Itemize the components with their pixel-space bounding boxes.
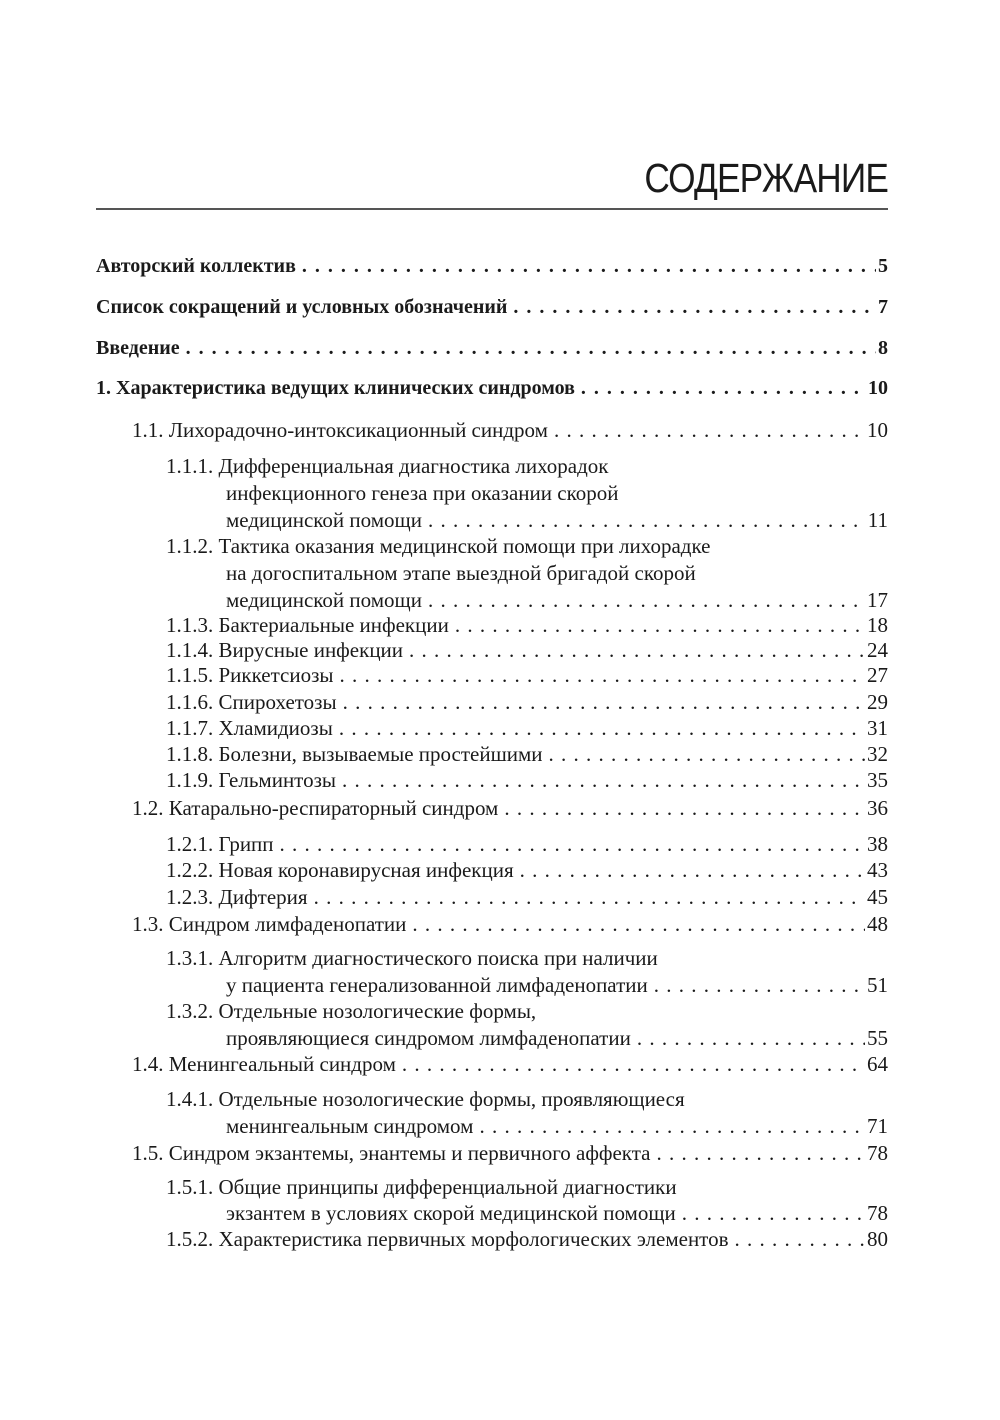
toc-entry-1-1-2-line-2[interactable]: на догоспитальном этапе выездной бригадой скорой [226, 561, 696, 585]
toc-page-number: 10 [868, 377, 888, 399]
toc-entry-1-1-7[interactable] [166, 714, 888, 742]
dot-leader [520, 856, 865, 884]
dot-leader [302, 252, 876, 280]
dot-leader [735, 1225, 866, 1253]
toc-entry-1-1-3[interactable] [166, 611, 888, 639]
toc-page-number: 17 [867, 588, 888, 612]
toc-entry-1-4-1-line-1[interactable]: 1.4.1. Отдельные нозологические формы, проявляющиеся [166, 1087, 685, 1111]
dot-leader [402, 1050, 865, 1078]
toc-entry-label: 1.2. Катарально-респираторный синдром [132, 796, 499, 820]
toc-entry-1-3-2[interactable] [226, 1024, 888, 1052]
toc-page-number: 51 [867, 973, 888, 997]
toc-entry-1-3-1[interactable] [226, 971, 888, 999]
dot-leader [340, 661, 865, 689]
dot-leader [479, 1112, 865, 1140]
toc-entry-1-1-5[interactable] [166, 661, 888, 689]
toc-entry-label: 1.1.9. Гельминтозы [166, 768, 336, 792]
toc-page-number: 43 [867, 858, 888, 882]
toc-entry-1-1-1-line-1[interactable]: 1.1.1. Дифференциальная диагностика лихорадок [166, 454, 609, 478]
page-title: СОДЕРЖАНИЕ [644, 155, 888, 201]
toc-entry-1-2[interactable] [132, 794, 888, 822]
toc-entry-1-2-3[interactable] [166, 883, 888, 911]
toc-entry-label: медицинской помощи [226, 588, 422, 612]
dot-leader [637, 1024, 865, 1052]
toc-page-number: 48 [867, 912, 888, 936]
toc-page-number: 11 [867, 508, 888, 532]
dot-leader [428, 506, 866, 534]
dot-leader [409, 636, 865, 664]
toc-page-number: 29 [867, 690, 888, 714]
toc-entry-label: 1.1.3. Бактериальные инфекции [166, 613, 449, 637]
toc-entry-1-2-1[interactable] [166, 830, 888, 858]
toc-page-number: 38 [867, 832, 888, 856]
dot-leader [342, 766, 865, 794]
dot-leader [682, 1199, 865, 1227]
toc-entry-1-1-6[interactable] [166, 688, 888, 716]
toc-entry-label: 1.2.2. Новая коронавирусная инфекция [166, 858, 514, 882]
toc-entry-1-1-8[interactable] [166, 740, 888, 768]
toc-entry-label: Список сокращений и условных обозначений [96, 296, 508, 318]
toc-entry-1-3-2-line-1[interactable]: 1.3.2. Отдельные нозологические формы, [166, 999, 537, 1023]
dot-leader [554, 416, 865, 444]
toc-entry-1-1-1[interactable] [226, 506, 888, 534]
dot-leader [186, 334, 876, 362]
dot-leader [504, 794, 865, 822]
toc-entry-1-1[interactable] [132, 416, 888, 444]
toc-entry-label: менингеальным синдромом [226, 1114, 474, 1138]
toc-entry-label: Введение [96, 337, 180, 359]
toc-entry-introduction[interactable] [96, 334, 888, 362]
toc-page-number: 10 [867, 418, 888, 442]
toc-page-number: 36 [867, 796, 888, 820]
dot-leader [412, 910, 865, 938]
toc-entry-1-5-1-line-1[interactable]: 1.5.1. Общие принципы дифференциальной диагностики [166, 1175, 677, 1199]
toc-entry-label: 1.3. Синдром лимфаденопатии [132, 912, 407, 936]
toc-entry-1-5-1[interactable] [226, 1199, 888, 1227]
toc-entry-label: 1.4. Менингеальный синдром [132, 1052, 396, 1076]
dot-leader [654, 971, 865, 999]
toc-entry-label: 1.1.8. Болезни, вызываемые простейшими [166, 742, 543, 766]
toc-entry-1-5[interactable] [132, 1139, 888, 1167]
dot-leader [549, 740, 865, 768]
toc-page-number: 5 [878, 255, 888, 277]
title-divider [96, 208, 888, 210]
dot-leader [656, 1139, 865, 1167]
toc-page-number: 78 [867, 1141, 888, 1165]
toc-entry-1-4[interactable] [132, 1050, 888, 1078]
toc-page-number: 80 [867, 1227, 888, 1251]
dot-leader [343, 688, 865, 716]
toc-page-number: 78 [867, 1201, 888, 1225]
toc-entry-1-1-1-line-2[interactable]: инфекционного генеза при оказании скорой [226, 481, 619, 505]
toc-page-number: 45 [867, 885, 888, 909]
toc-entry-abbreviations[interactable] [96, 293, 888, 321]
toc-entry-label: 1.2.1. Грипп [166, 832, 274, 856]
toc-entry-label: 1.1.5. Риккетсиозы [166, 663, 334, 687]
dot-leader [428, 586, 865, 614]
toc-entry-1-2-2[interactable] [166, 856, 888, 884]
toc-entry-label: 1.1. Лихорадочно-интоксикационный синдром [132, 418, 548, 442]
toc-entry-1-4-1[interactable] [226, 1112, 888, 1140]
dot-leader [314, 883, 865, 911]
toc-page-number: 32 [867, 742, 888, 766]
toc-page-number: 8 [878, 337, 888, 359]
toc-entry-1-5-2[interactable] [166, 1225, 888, 1253]
toc-entry-label: 1.5. Синдром экзантемы, энантемы и первичного аффекта [132, 1141, 651, 1165]
toc-page-number: 18 [867, 613, 888, 637]
toc-entry-label: экзантем в условиях скорой медицинской помощи [226, 1201, 676, 1225]
dot-leader [280, 830, 865, 858]
toc-page-number: 35 [867, 768, 888, 792]
toc-page-number: 71 [867, 1114, 888, 1138]
toc-page-number: 7 [878, 296, 888, 318]
toc-entry-1-1-2-line-1[interactable]: 1.1.2. Тактика оказания медицинской помощи при лихорадке [166, 534, 711, 558]
toc-entry-label: 1.1.6. Спирохетозы [166, 690, 337, 714]
toc-page-number: 64 [867, 1052, 888, 1076]
toc-entry-label: 1.1.4. Вирусные инфекции [166, 638, 404, 662]
toc-entry-label: у пациента генерализованной лимфаденопатии [226, 973, 648, 997]
dot-leader [339, 714, 865, 742]
dot-leader [455, 611, 865, 639]
toc-entry-label: 1.5.2. Характеристика первичных морфологических элементов [166, 1227, 729, 1251]
toc-entry-1-1-9[interactable] [166, 766, 888, 794]
toc-page-number: 24 [867, 638, 888, 662]
toc-entry-1-3[interactable] [132, 910, 888, 938]
toc-entry-1-3-1-line-1[interactable]: 1.3.1. Алгоритм диагностического поиска при наличии [166, 946, 658, 970]
toc-entry-label: Авторский коллектив [96, 255, 296, 277]
toc-entry-label: проявляющиеся синдромом лимфаденопатии [226, 1026, 631, 1050]
toc-page-number: 27 [867, 663, 888, 687]
toc-entry-label: 1.2.3. Дифтерия [166, 885, 308, 909]
toc-page-number: 55 [867, 1026, 888, 1050]
toc-page-number: 31 [867, 716, 888, 740]
dot-leader [513, 293, 876, 321]
toc-entry-label: 1. Характеристика ведущих клинических синдромов [96, 377, 575, 399]
toc-entry-1-1-2[interactable] [226, 586, 888, 614]
toc-entry-label: 1.1.7. Хламидиозы [166, 716, 333, 740]
toc-entry-label: медицинской помощи [226, 508, 422, 532]
dot-leader [581, 374, 866, 402]
toc-entry-chapter-1[interactable] [96, 374, 888, 402]
toc-entry-authors[interactable] [96, 252, 888, 280]
toc-entry-1-1-4[interactable] [166, 636, 888, 664]
